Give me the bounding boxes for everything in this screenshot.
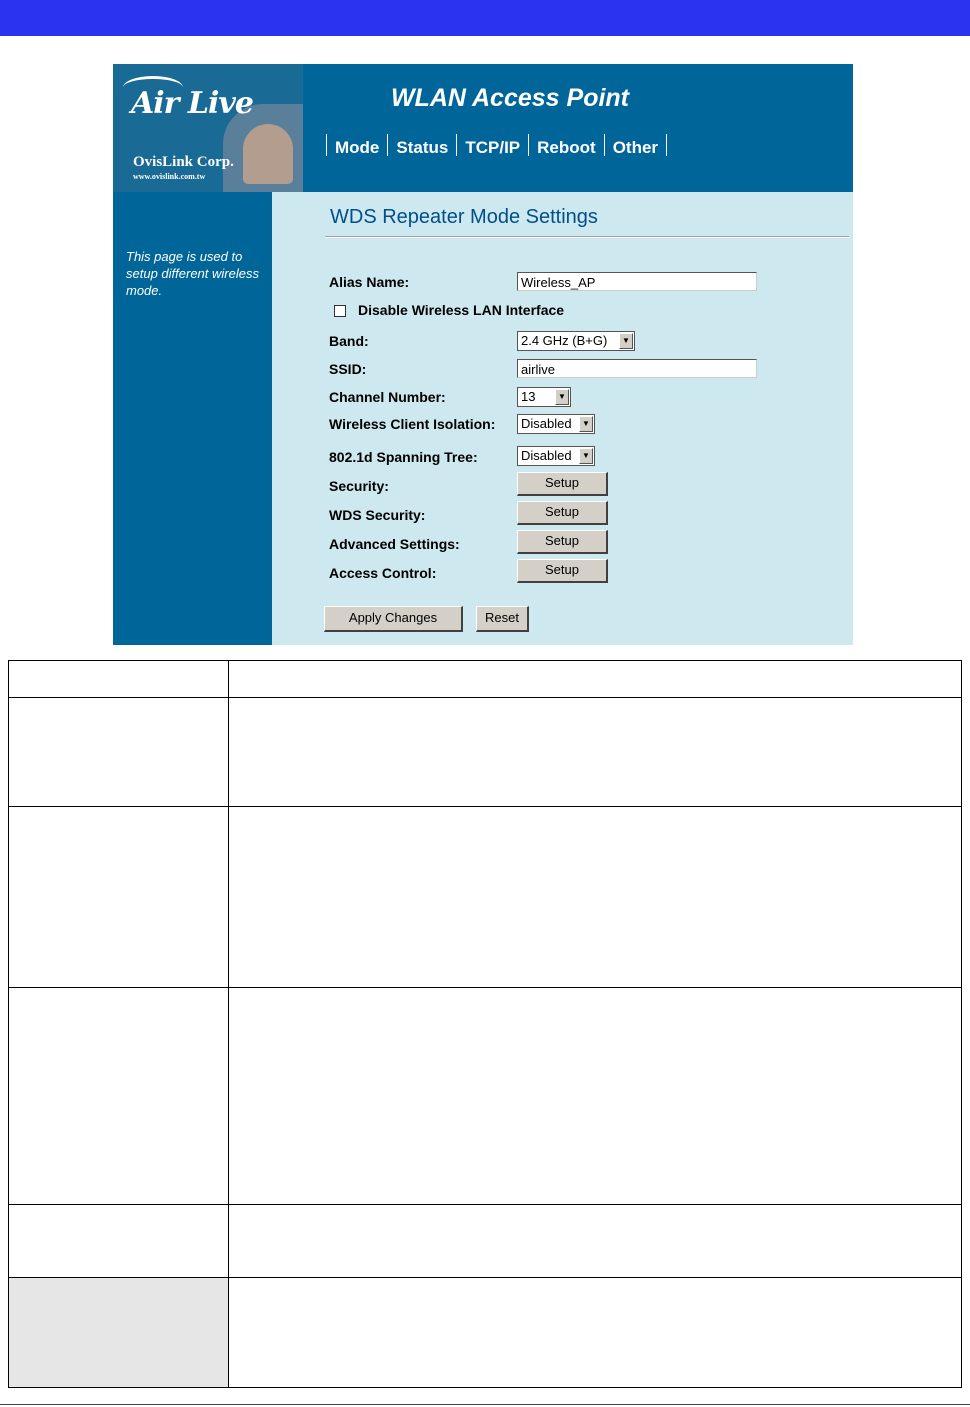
band-select-value: 2.4 GHz (B+G) [521,333,608,348]
reset-button[interactable]: Reset [476,606,529,632]
security-setup-button[interactable]: Setup [517,472,608,496]
nav-status[interactable]: Status [387,134,456,156]
spanning-tree-label: 802.1d Spanning Tree: [329,449,478,465]
table-cell [229,1205,962,1278]
wds-security-setup-button[interactable]: Setup [517,501,608,525]
channel-select-value: 13 [521,389,536,404]
title-divider [325,236,849,238]
table-cell [229,661,962,698]
sidebar-help-text: This page is used to setup different wireless mode. [126,249,259,298]
dropdown-arrow-icon: ▼ [579,416,593,432]
table-cell-shaded [9,1278,229,1388]
ssid-label: SSID: [329,361,367,377]
ssid-input[interactable]: airlive [517,359,757,378]
company-website: www.ovislink.com.tw [133,172,206,181]
router-config-screenshot [113,64,853,645]
alias-name-input[interactable]: Wireless_AP [517,272,757,291]
brand-name: Air Live [131,86,253,121]
table-cell [229,807,962,988]
channel-number-label: Channel Number: [329,389,446,405]
table-row [9,661,962,698]
description-table [8,660,962,1388]
client-isolation-value: Disabled [521,416,572,431]
nav-tcpip[interactable]: TCP/IP [456,134,528,156]
sidebar [113,192,272,645]
security-label: Security: [329,478,389,494]
table-row [9,1278,962,1388]
advanced-settings-label: Advanced Settings: [329,536,460,552]
table-cell [9,661,229,698]
band-select[interactable] [517,331,635,351]
top-color-bar [0,0,970,36]
advanced-settings-setup-button[interactable]: Setup [517,530,608,554]
table-row [9,807,962,988]
access-control-setup-button[interactable]: Setup [517,559,608,583]
access-control-label: Access Control: [329,565,437,581]
table-cell [229,698,962,807]
app-title: WLAN Access Point [391,84,630,112]
dropdown-arrow-icon: ▼ [555,389,569,405]
nav-mode[interactable]: Mode [326,134,387,156]
table-cell [9,698,229,807]
band-label: Band: [329,333,369,349]
table-cell [9,988,229,1205]
logo [113,64,303,192]
apply-changes-button[interactable]: Apply Changes [324,606,463,632]
client-isolation-label: Wireless Client Isolation: [329,416,496,432]
dropdown-arrow-icon: ▼ [579,448,593,464]
dropdown-arrow-icon: ▼ [619,333,633,349]
page-title: WDS Repeater Mode Settings [330,206,598,228]
nav-reboot[interactable]: Reboot [528,134,604,156]
table-cell [229,988,962,1205]
header [113,64,853,192]
footer-divider [0,1404,970,1405]
main-nav [326,134,667,156]
table-row [9,988,962,1205]
wds-security-label: WDS Security: [329,507,426,523]
table-row [9,1205,962,1278]
table-cell [9,1205,229,1278]
logo-photo-face [243,124,293,184]
nav-other[interactable]: Other [604,134,667,156]
table-row [9,698,962,807]
spanning-tree-value: Disabled [521,448,572,463]
table-cell [229,1278,962,1388]
client-isolation-select[interactable] [517,414,595,434]
disable-wlan-label: Disable Wireless LAN Interface [358,302,565,318]
channel-number-select[interactable] [517,387,571,407]
table-cell [9,807,229,988]
disable-wlan-checkbox[interactable] [334,305,346,317]
alias-name-label: Alias Name: [329,274,410,290]
company-name: OvisLink Corp. [133,154,234,170]
spanning-tree-select[interactable] [517,446,595,466]
